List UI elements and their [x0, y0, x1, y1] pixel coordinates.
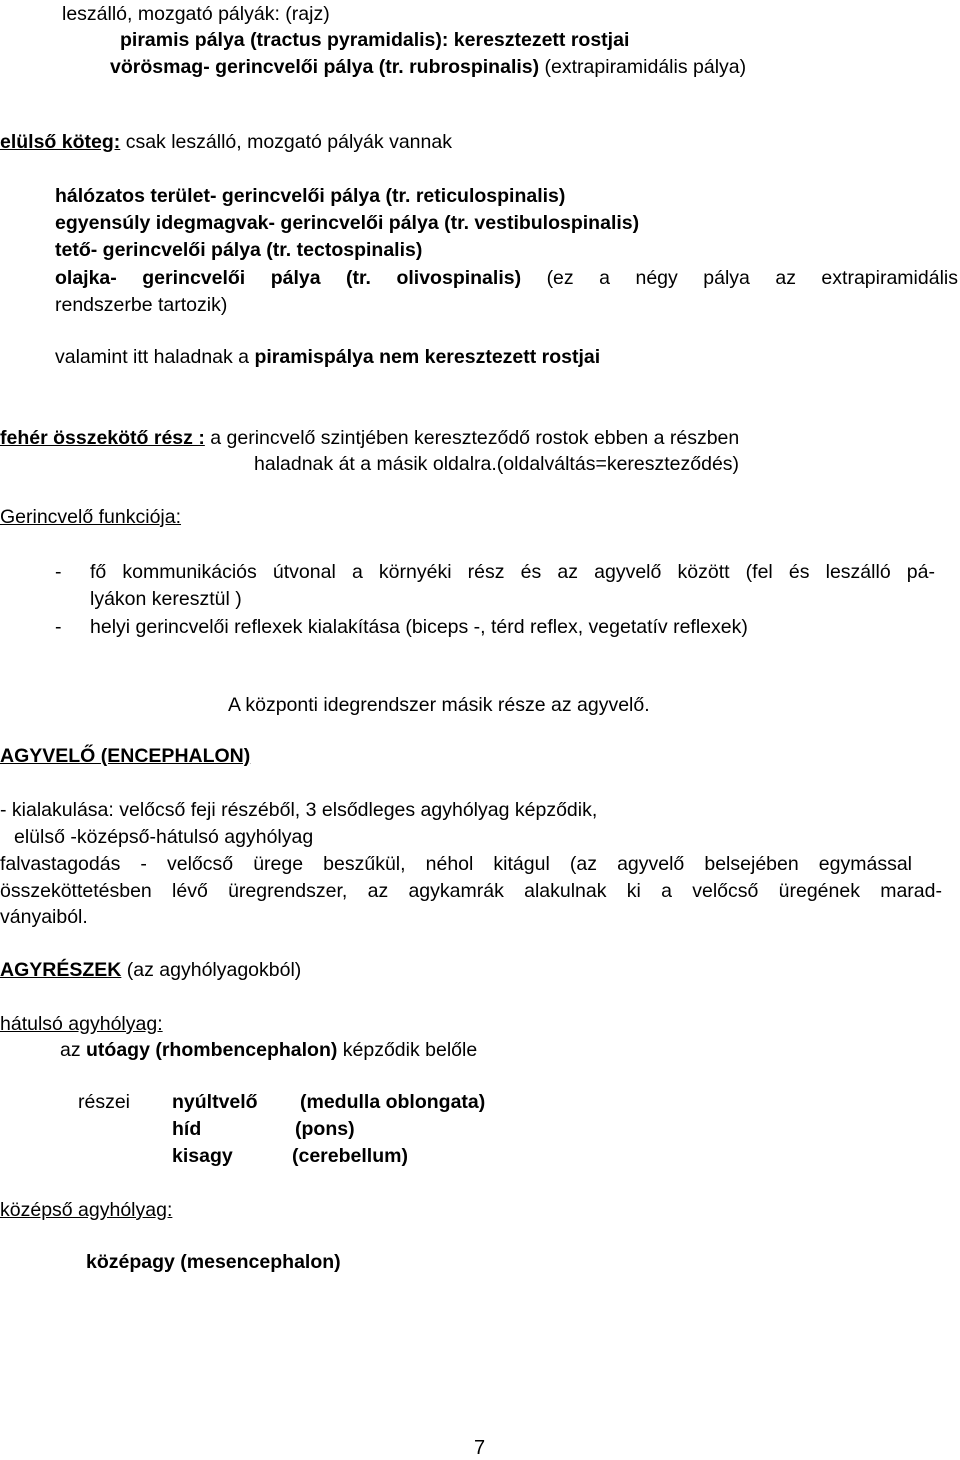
brain-development-5: ványaiból.: [0, 906, 88, 928]
brain-development-4: összeköttetésben lévő üregrendszer, az agykamrák alakulnak ki a velőcső üregének marad-: [0, 880, 942, 902]
tectospinal-line: tető- gerincvelői pálya (tr. tectospinalis): [55, 239, 423, 261]
hindbrain-line: [60, 1038, 477, 1062]
olivospinal-line: [55, 266, 958, 290]
rubrospinal-line: [110, 55, 746, 79]
cerebellum-name: kisagy: [172, 1145, 233, 1167]
olivospinal-name: olajka- gerincvelői pálya (tr. olivospinalis): [55, 267, 522, 289]
medulla-latin: (medulla oblongata): [300, 1091, 486, 1113]
midbrain-vesicle-label: középső agyhólyag:: [0, 1199, 173, 1221]
reticulospinal-line: hálózatos terület- gerincvelői pálya (tr. reticulospinalis): [55, 185, 566, 207]
white-commissure-text: a gerincvelő szintjében kereszteződő rostok ebben a részben: [204, 427, 740, 449]
page-number: 7: [474, 1437, 486, 1459]
function-item-2: helyi gerincvelői reflexek kialakítása (biceps -, térd reflex, vegetatív reflexek): [90, 616, 748, 638]
anterior-column-text: csak leszálló, mozgató pályák vannak: [120, 131, 452, 153]
hindbrain-name: utóagy (rhombencephalon): [86, 1039, 338, 1061]
midbrain-name: középagy (mesencephalon): [86, 1251, 341, 1273]
bullet-dash: -: [55, 616, 62, 638]
olivospinal-note: (ez a négy pálya az extrapiramidális: [521, 267, 958, 289]
vestibulospinal-line: egyensúly idegmagvak- gerincvelői pálya (tr. vestibulospinalis): [55, 212, 640, 234]
brain-parts-note: (az agyhólyagokból): [121, 959, 302, 981]
descending-heading: leszálló, mozgató pályák: (rajz): [62, 3, 330, 25]
uncrossed-fibers-bold: piramispálya nem keresztezett rostjai: [254, 346, 601, 368]
function-item-1-continuation: lyákon keresztül ): [90, 588, 242, 610]
parts-label: részei: [78, 1091, 131, 1113]
brain-parts-heading: AGYRÉSZEK: [0, 959, 122, 981]
brain-development-3: falvastagodás - velőcső ürege beszűkül, néhol kitágul (az agyvelő belsejében egymással: [0, 853, 912, 875]
pons-name: híd: [172, 1118, 202, 1140]
olivospinal-continuation: rendszerbe tartozik): [55, 294, 228, 316]
uncrossed-fibers-line: [55, 345, 600, 369]
white-commissure-continuation: haladnak át a másik oldalra.(oldalváltás=kereszteződés): [254, 453, 740, 475]
spinal-cord-function-heading: Gerincvelő funkciója:: [0, 506, 182, 528]
hindbrain-rest: képződik belőle: [337, 1039, 478, 1061]
white-commissure-line: [0, 426, 739, 450]
brain-development-1: - kialakulása: velőcső feji részéből, 3 elsődleges agyhólyag képződik,: [0, 799, 598, 821]
brain-development-2: elülső -középső-hátulsó agyhólyag: [14, 826, 314, 848]
uncrossed-fibers-intro: valamint itt haladnak a: [55, 346, 255, 368]
anterior-column-label: elülső köteg:: [0, 131, 121, 153]
brain-heading: AGYVELŐ (ENCEPHALON): [0, 745, 251, 767]
medulla-name: nyúltvelő: [172, 1091, 258, 1113]
hindbrain-intro: az: [60, 1039, 87, 1061]
white-commissure-label: fehér összekötő rész :: [0, 427, 205, 449]
pyramidal-tract-line: piramis pálya (tractus pyramidalis): keresztezett rostjai: [120, 29, 630, 51]
rubrospinal-note: (extrapiramidális pálya): [539, 56, 747, 78]
function-item-1: fő kommunikációs útvonal a környéki rész és az agyvelő között (fel és leszálló pá-: [90, 561, 935, 583]
brain-intro: A központi idegrendszer másik része az agyvelő.: [228, 694, 650, 716]
brain-parts-line: [0, 958, 301, 982]
rubrospinal-name: vörösmag- gerincvelői pálya (tr. rubrospinalis): [110, 56, 540, 78]
anterior-column-line: [0, 130, 452, 154]
cerebellum-latin: (cerebellum): [292, 1145, 408, 1167]
hindbrain-vesicle-label: hátulsó agyhólyag:: [0, 1013, 163, 1035]
bullet-dash: -: [55, 561, 62, 583]
pons-latin: (pons): [295, 1118, 355, 1140]
